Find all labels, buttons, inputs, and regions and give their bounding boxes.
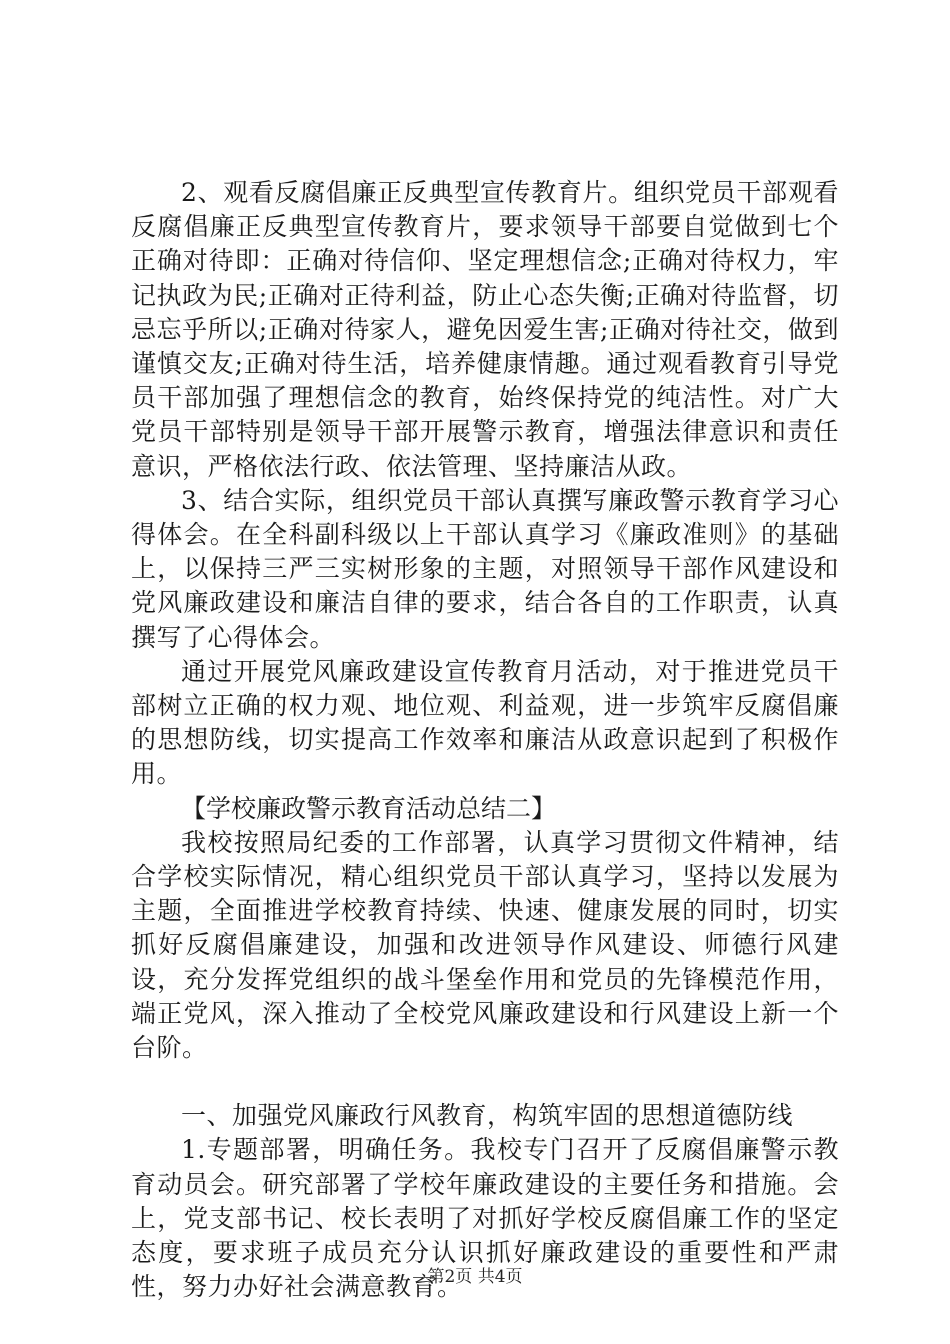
paragraph-gap [131, 1065, 839, 1099]
section-title: 【学校廉政警示教育活动总结二】 [181, 793, 557, 823]
paragraph-intro: 我校按照局纪委的工作部署，认真学习贯彻文件精神，结合学校实际情况，精心组织党员干部认真学习，坚持以发展为主题，全面推进学校教育持续、快速、健康发展的同时，切实抓好反腐倡廉建设，加强和改进领导作风建设、师德行风建设，充分发挥党组织的战斗堡垒作用和党员的先锋模范作用，端正党风，深入推动了全校党风廉政建设和行风建设上新一个台阶。 [131, 827, 839, 1063]
page-number-footer: 第2页 共4页 [427, 1267, 523, 1287]
paragraph-item-1: 1.专题部署，明确任务。我校专门召开了反腐倡廉警示教育动员会。研究部署了学校年廉政建设的主要任务和措施。会上，党支部书记、校长表明了对抓好学校反腐倡廉工作的坚定态度，要求班子成员充分认识抓好廉政建设的重要性和严肃性，努力办好社会满意教育。 [131, 1135, 839, 1302]
paragraph-heading-1: 一、加强党风廉政行风教育，构筑牢固的思想道德防线 [181, 1101, 794, 1131]
paragraph-item-2: 2、观看反腐倡廉正反典型宣传教育片。组织党员干部观看反腐倡廉正反典型宣传教育片，要求领导干部要自觉做到七个正确对待即：正确对待信仰、坚定理想信念;正确对待权力，牢记执政为民;正确对正待利益，防止心态失衡;正确对待监督，切忌忘乎所以;正确对待家人，避免因爱生害;正确对待社交，做到谨慎交友;正确对待生活，培养健康情趣。通过观看教育引导党员干部加强了理想信念的教育，始终保持党的纯洁性。对广大党员干部特别是领导干部开展警示教育，增强法律意识和责任意识，严格依法行政、依法管理、坚持廉洁从政。 [131, 178, 839, 481]
paragraph-item-3: 3、结合实际，组织党员干部认真撰写廉政警示教育学习心得体会。在全科副科级以上干部认真学习《廉政准则》的基础上，以保持三严三实树形象的主题，对照领导干部作风建设和党风廉政建设和廉洁自律的要求，结合各自的工作职责，认真撰写了心得体会。 [131, 485, 839, 652]
document-body [131, 176, 839, 1305]
paragraph-summary: 通过开展党风廉政建设宣传教育月活动，对于推进党员干部树立正确的权力观、地位观、利益观，进一步筑牢反腐倡廉的思想防线，切实提高工作效率和廉洁从政意识起到了积极作用。 [131, 656, 839, 789]
